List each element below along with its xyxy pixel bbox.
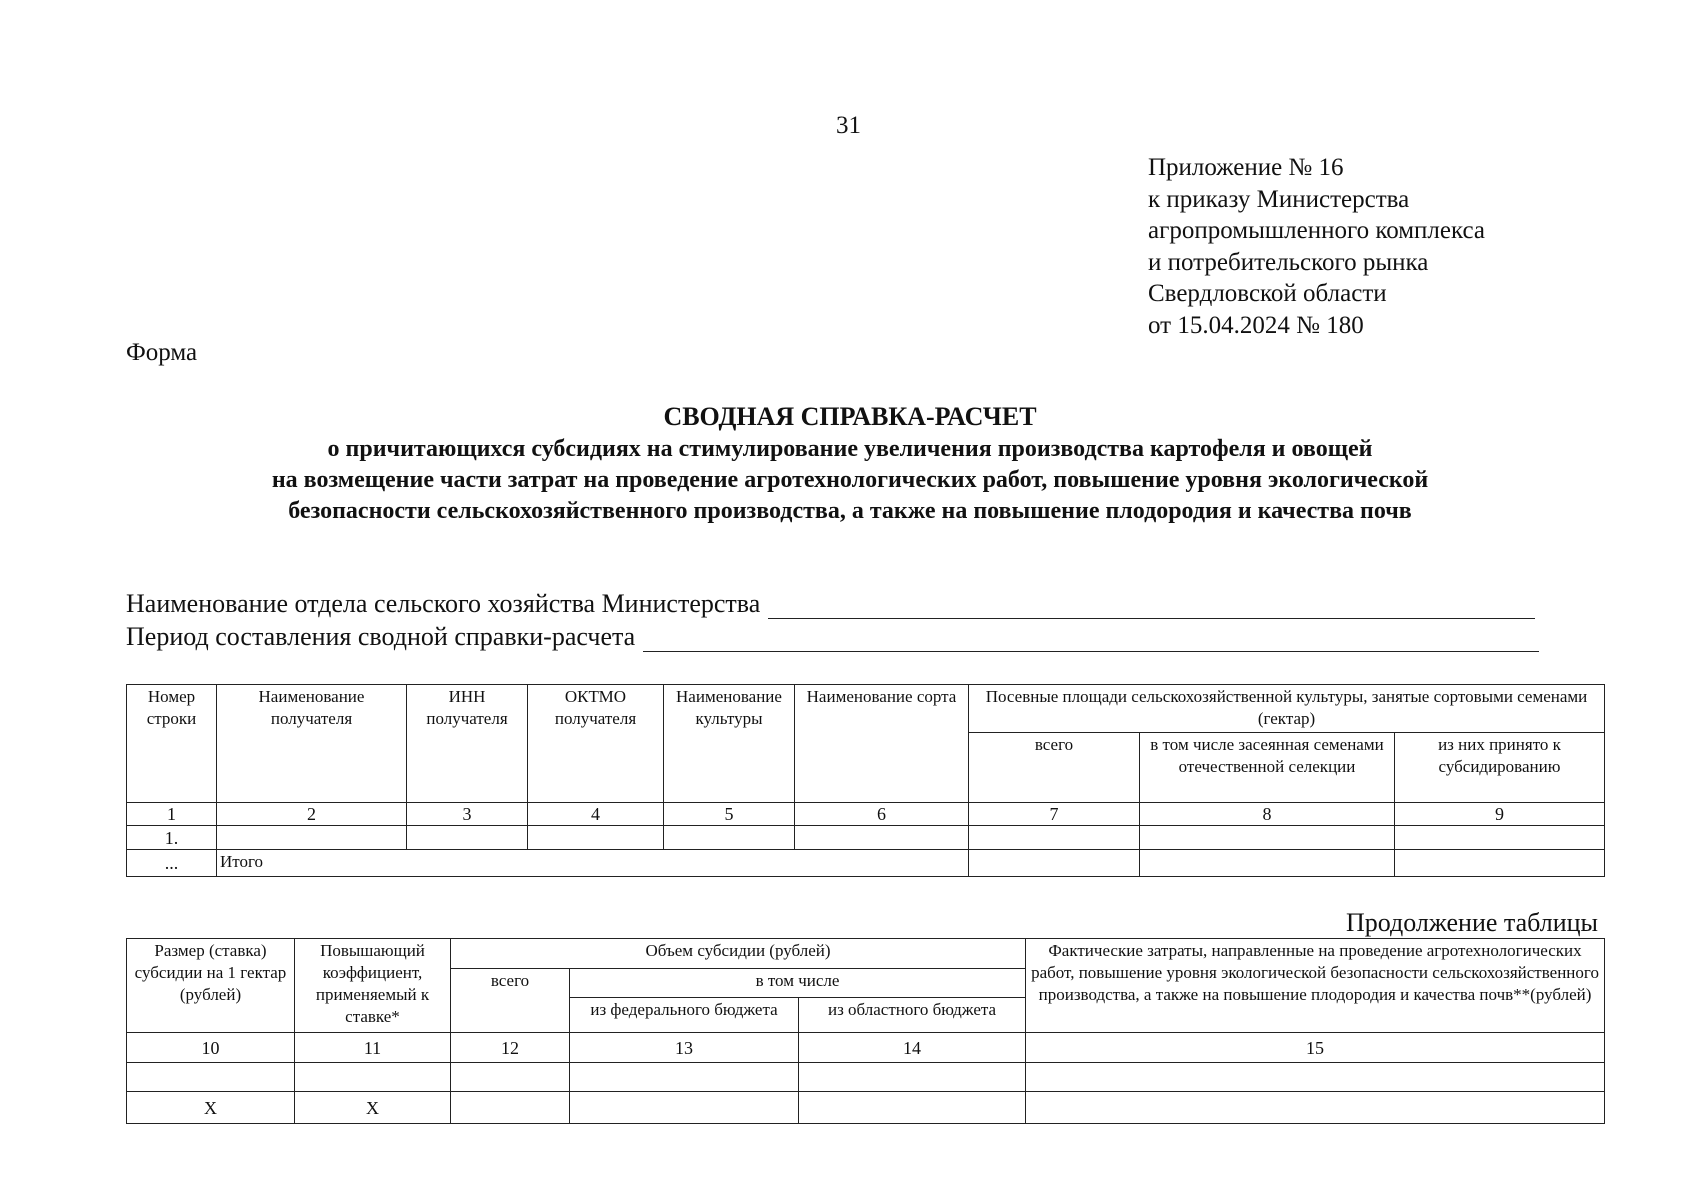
empty-cell[interactable] bbox=[295, 1063, 451, 1092]
column-number: 15 bbox=[1026, 1033, 1605, 1063]
appendix-line: агропромышленного комплекса bbox=[1148, 217, 1486, 244]
period-field bbox=[126, 622, 1539, 652]
x-mark: X bbox=[127, 1092, 295, 1124]
empty-cell[interactable] bbox=[451, 1092, 570, 1124]
header-federal: из федерального бюджета bbox=[570, 998, 799, 1033]
title-subline: на возмещение части затрат на проведение агротехнологических работ, повышение уровня экологической bbox=[271, 467, 1429, 493]
empty-cell[interactable] bbox=[451, 1063, 570, 1092]
column-number: 4 bbox=[528, 803, 664, 826]
row-number: ... bbox=[127, 850, 217, 877]
column-number: 1 bbox=[127, 803, 217, 826]
header-sown-areas: Посевные площади сельскохозяйственной культуры, занятые сортовыми семенами (гектар) bbox=[969, 685, 1605, 733]
empty-cell[interactable] bbox=[1140, 826, 1395, 850]
appendix-block bbox=[1148, 152, 1485, 341]
column-number: 2 bbox=[217, 803, 407, 826]
column-number: 6 bbox=[795, 803, 969, 826]
document-title bbox=[150, 400, 1550, 527]
column-number: 11 bbox=[295, 1033, 451, 1063]
header-inn: ИНН получателя bbox=[407, 685, 528, 803]
row-number: 1. bbox=[127, 826, 217, 850]
header-actual-costs: Фактические затраты, направленные на проведение агротехнологических работ, повышение уровня экологической безопасности сельскохозяйственного производства, а также на повышение плодородия и качества почв**(рублей) bbox=[1026, 939, 1605, 1033]
header-domestic: в том числе засеянная семенами отечественной селекции bbox=[1140, 733, 1395, 803]
column-number: 14 bbox=[799, 1033, 1026, 1063]
column-number: 10 bbox=[127, 1033, 295, 1063]
empty-cell[interactable] bbox=[570, 1063, 799, 1092]
title-subline: безопасности сельскохозяйственного производства, а также на повышение плодородия и качества почв bbox=[288, 498, 1412, 524]
column-number: 12 bbox=[451, 1033, 570, 1063]
empty-cell[interactable] bbox=[1026, 1092, 1605, 1124]
period-blank-line[interactable] bbox=[643, 627, 1539, 652]
total-label: Итого bbox=[217, 850, 969, 877]
title-subline: о причитающихся субсидиях на стимулирование увеличения производства картофеля и овощей bbox=[327, 436, 1373, 462]
header-oktmo: ОКТМО получателя bbox=[528, 685, 664, 803]
x-mark: X bbox=[295, 1092, 451, 1124]
empty-cell[interactable] bbox=[1395, 826, 1605, 850]
header-row-number: Номер строки bbox=[127, 685, 217, 803]
table-row bbox=[127, 826, 1605, 850]
column-number: 7 bbox=[969, 803, 1140, 826]
header-crop-name: Наименование культуры bbox=[664, 685, 795, 803]
department-field bbox=[126, 589, 1535, 619]
period-label: Период составления сводной справки-расчета bbox=[126, 622, 636, 651]
empty-cell[interactable] bbox=[570, 1092, 799, 1124]
empty-cell[interactable] bbox=[1140, 850, 1395, 877]
empty-cell[interactable] bbox=[407, 826, 528, 850]
table-row bbox=[127, 1063, 1605, 1092]
header-subsidy-volume: Объем субсидии (рублей) bbox=[451, 939, 1026, 969]
header-including: в том числе bbox=[570, 969, 1026, 998]
appendix-line: и потребительского рынка bbox=[1148, 248, 1429, 276]
page-number: 31 bbox=[836, 112, 861, 139]
column-number: 3 bbox=[407, 803, 528, 826]
empty-cell[interactable] bbox=[969, 850, 1140, 877]
appendix-line: Приложение № 16 bbox=[1148, 154, 1344, 181]
empty-cell[interactable] bbox=[1395, 850, 1605, 877]
empty-cell[interactable] bbox=[528, 826, 664, 850]
header-total: всего bbox=[969, 733, 1140, 803]
empty-cell[interactable] bbox=[969, 826, 1140, 850]
empty-cell[interactable] bbox=[799, 1063, 1026, 1092]
title-main: СВОДНАЯ СПРАВКА-РАСЧЕТ bbox=[663, 402, 1037, 431]
empty-cell[interactable] bbox=[217, 826, 407, 850]
sown-areas-table bbox=[126, 684, 1605, 877]
header-rate: Размер (ставка) субсидии на 1 гектар (рублей) bbox=[127, 939, 295, 1033]
table-row bbox=[127, 850, 1605, 877]
header-accepted: из них принято к субсидированию bbox=[1395, 733, 1605, 803]
table-row bbox=[127, 1092, 1605, 1124]
header-total: всего bbox=[451, 969, 570, 1033]
form-label: Форма bbox=[126, 339, 198, 366]
column-number: 9 bbox=[1395, 803, 1605, 826]
appendix-line: Свердловской области bbox=[1148, 280, 1387, 307]
header-coefficient: Повышающий коэффициент, применяемый к ставке* bbox=[295, 939, 451, 1033]
column-number: 5 bbox=[664, 803, 795, 826]
empty-cell[interactable] bbox=[795, 826, 969, 850]
header-recipient-name: Наименование получателя bbox=[217, 685, 407, 803]
appendix-line: к приказу Министерства bbox=[1148, 185, 1410, 213]
column-number: 13 bbox=[570, 1033, 799, 1063]
column-number: 8 bbox=[1140, 803, 1395, 826]
appendix-line: от 15.04.2024 № 180 bbox=[1148, 311, 1364, 339]
empty-cell[interactable] bbox=[799, 1092, 1026, 1124]
subsidy-table bbox=[126, 938, 1605, 1124]
header-regional: из областного бюджета bbox=[799, 998, 1026, 1033]
continuation-label: Продолжение таблицы bbox=[1346, 908, 1598, 937]
empty-cell[interactable] bbox=[127, 1063, 295, 1092]
header-variety-name: Наименование сорта bbox=[795, 685, 969, 803]
empty-cell[interactable] bbox=[664, 826, 795, 850]
empty-cell[interactable] bbox=[1026, 1063, 1605, 1092]
department-blank-line[interactable] bbox=[768, 594, 1535, 619]
department-label: Наименование отдела сельского хозяйства Министерства bbox=[126, 589, 761, 618]
